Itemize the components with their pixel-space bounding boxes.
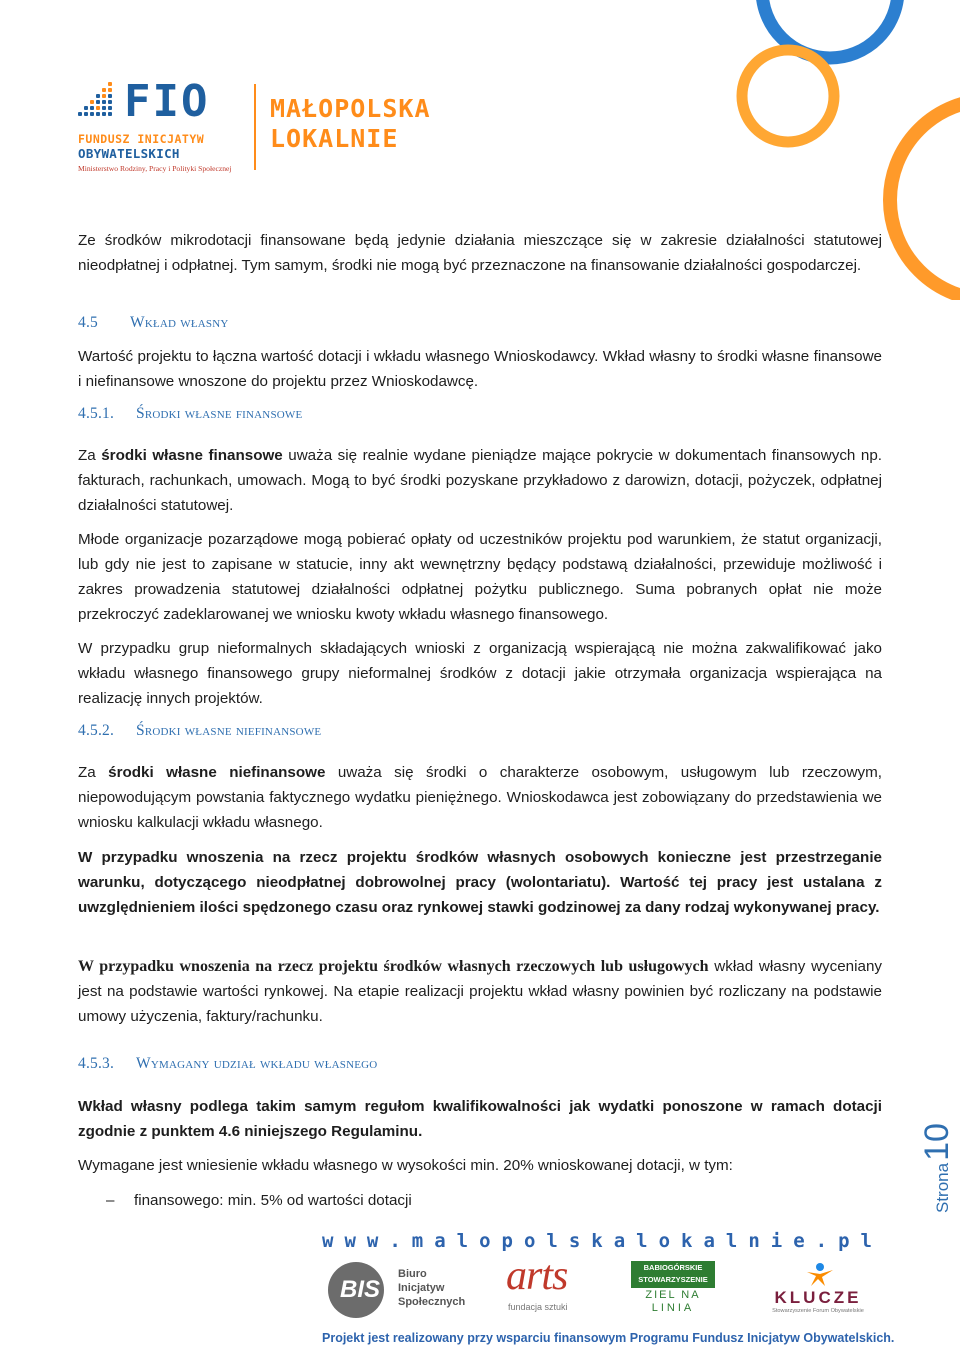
section-heading-4-5-2 [78,722,321,740]
klucze-sub: Stowarzyszenie Forum Obywatelskie [772,1308,864,1314]
text: uważa się środki o charakterze osobowym, usługowym lub rzeczowym, niepowodującym powstania faktycznego wydatku pieniężnego. Wnioskodawca jest zobowiązany do przedstawienia we wniosku kalkulacji wkładu własnego. [78,764,882,831]
logo-divider [254,84,256,170]
page-number [918,1123,957,1213]
program-line2: LOKALNIE [270,124,399,153]
partner-logo-arts [506,1253,586,1318]
list-item: finansowego: min. 5% od wartości dotacji [134,1192,412,1209]
paragraph-wolontariat: W przypadku wnoszenia na rzecz projektu środków własnych osobowych konieczne jest przestrzeganie warunku, dotyczącego nieodpłatnej dobrowolnej pracy (wolontariatu). Wartość tej pracy jest ustalana z uwzględnieniem ilości spędzonego czasu oraz rynkowej stawki godzinowej za dany rodzaj wykonywanej pracy. [78,849,882,916]
paragraph-wartosc-projektu: Wartość projektu to łączna wartość dotacji i wkładu własnego Wnioskodawcy. Wkład własny to środki własne finansowe i niefinansowe wnoszone do projektu przez Wnioskodawcę. [78,348,882,390]
babia-top2: STOWARZYSZENIE [638,1275,708,1284]
bullet-mark: – [106,1192,115,1209]
heading-number: 4.5.1. [78,405,115,422]
babia-header [631,1261,715,1288]
fio-line1: FUNDUSZ INICJATYW [78,132,205,146]
program-line1: MAŁOPOLSKA [270,94,431,123]
section-heading-4-5 [78,314,229,332]
heading-number: 4.5.2. [78,722,115,739]
partner-logo-bis [328,1262,478,1320]
fio-dots-icon [78,82,118,127]
babia-line1: ZIEL NA [645,1289,701,1301]
heading-title: Środki własne finansowe [136,405,303,422]
partner-logo-klucze [763,1262,873,1318]
heading-number: 4.5 [78,314,98,331]
text: uważa się realnie wydane pieniądze mające pokrycie w dokumentach finansowych np. fakturach, rachunkach, umowach. Mogą to być środki pozyskane przykładowo z darowizn, dotacji, pożyczek, odpłatnej działalności statutowej. [78,447,882,514]
bullet-list [106,1188,412,1213]
paragraph-grupy-nieformalne: W przypadku grup nieformalnych składających wnioski z organizacją wspierającą nie można zakwalifikować jako wkładu własnego finansowego grupy nieformalnej środków z dotacji jakie otrzymała organizacja wspierająca na realizację innych projektów. [78,640,882,707]
bold-term: środki własne finansowe [101,447,283,464]
heading-title: Wymagany udział wkładu własnego [136,1055,378,1072]
bis-short: BIS [340,1276,381,1303]
klucze-figure-icon [803,1262,837,1286]
paragraph-mikrodotacje: Ze środków mikrodotacji finansowane będą jedynie działania mieszczące się w zakresie działalności statutowej nieodpłatnej i odpłatnej. Tym samym, środki nie mogą być przeznaczone na finansowanie działalności gospodarczej. [78,232,882,274]
text: Za [78,447,102,464]
heading-title: Środki własne niefinansowe [136,722,322,739]
footer-funding-note: Projekt jest realizowany przy wsparciu finansowym Programu Fundusz Inicjatyw Obywatelskich. [322,1331,895,1345]
section-heading-4-5-1 [78,405,302,423]
paragraph-mlode-organizacje: Młode organizacje pozarządowe mogą pobierać opłaty od uczestników projektu pod warunkiem, że statut organizacji, lub gdy nie jest to zapisane w statucie, inny akt wewnętrzny będący podstawą działalności, przewiduje możliwość i zakres prowadzenia statutowej działalności odpłatnej pożytku publicznego. Suma pobranych opłat nie może przekroczyć zadeklarowanej we wniosku kwoty wkładu własnego finansowego. [78,531,882,623]
fio-line2: OBYWATELSKICH [78,146,180,161]
paragraph-rzeczowe [78,954,882,1029]
footer-url[interactable]: www.malopolskalokalnie.pl [322,1230,883,1252]
paragraph-wymagany-wklad: Wymagane jest wniesienie wkładu własnego w wysokości min. 20% wnioskowanej dotacji, w tym: [78,1157,733,1174]
bold-term: W przypadku wnoszenia na rzecz projektu środków własnych rzeczowych lub usługowych [78,958,709,975]
bis-line1: Biuro [398,1268,427,1280]
fio-acronym: FIO [124,76,210,127]
partner-logo-babia [631,1261,715,1317]
paragraph-kwalifikowalnosc: Wkład własny podlega takim samym regułom kwalifikowalności jak wydatki ponoszone w ramach dotacji zgodnie z punktem 4.6 niniejszego Regulaminu. [78,1098,882,1140]
page-number-value: 10 [918,1123,956,1161]
program-logo [270,94,431,154]
bis-line3: Społecznych [398,1296,466,1308]
bis-line2: Inicjatyw [398,1282,445,1294]
babia-top1: BABIOGÓRSKIE [643,1263,703,1272]
fio-logo [78,76,248,177]
heading-number: 4.5.3. [78,1055,115,1072]
text: wkład własny wyceniany jest na podstawie wartości rynkowej. Na etapie realizacji projektu wkład własny powinien być rozliczany na podstawie umowy użyczenia, faktury/rachunku. [78,958,882,1025]
bold-term: środki własne niefinansowe [108,764,326,781]
paragraph-srodki-niefinansowe [78,760,882,835]
text: Za [78,764,109,781]
arts-sub: fundacja sztuki [508,1302,568,1312]
paragraph-srodki-finansowe [78,443,882,518]
fio-ministry: Ministerstwo Rodziny, Pracy i Polityki Społecznej [78,164,232,173]
section-heading-4-5-3 [78,1055,377,1073]
arts-name: arts [506,1253,568,1299]
babia-line2: LINIA [651,1302,695,1314]
page-label: Strona [933,1162,952,1213]
heading-title: Wkład własny [130,314,229,331]
klucze-name: KLUCZE [774,1288,862,1307]
